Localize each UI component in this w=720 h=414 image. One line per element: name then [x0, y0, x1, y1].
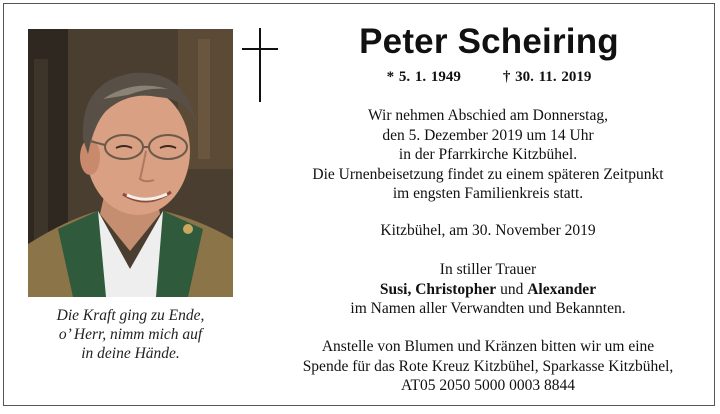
mourner-names-1: Susi, Christopher [379, 280, 497, 298]
deceased-name: Peter Scheiring [359, 22, 619, 61]
donation-iban: AT05 2050 5000 0003 8844 [401, 377, 575, 394]
announcement-line: Die Urnenbeisetzung findet zu einem späteren Zeitpunkt [312, 165, 664, 183]
verse-line: Die Kraft ging zu Ende, [56, 307, 205, 324]
verse-line: in deine Hände. [81, 345, 180, 362]
donation-request [266, 337, 710, 396]
mourner-conjunction: und [496, 280, 528, 298]
funeral-announcement [266, 106, 710, 204]
relatives-line: im Namen aller Verwandten und Bekannten. [350, 300, 626, 317]
verse-line: o’ Herr, nimm mich auf [58, 326, 203, 343]
mourners [266, 260, 710, 319]
announcement-line: in der Pfarrkirche Kitzbühel. [398, 146, 578, 163]
announcement-line: den 5. Dezember 2019 um 14 Uhr [382, 126, 594, 144]
mourning-intro: In stiller Trauer [439, 261, 537, 278]
donation-line: Anstelle von Blumen und Kränzen bitten wir um eine [321, 338, 655, 355]
cross-icon [242, 28, 278, 102]
announcement-line: Wir nehmen Abschied am Donnerstag, [368, 107, 608, 124]
birth-date: * 5. 1. 1949 [386, 69, 461, 85]
verse [28, 306, 233, 363]
donation-line: Spende für das Rote Kreuz Kitzbühel, Sparkasse Kitzbühel, [302, 357, 674, 375]
announcement-line: im engsten Familienkreis statt. [392, 185, 584, 202]
place-date: Kitzbühel, am 30. November 2019 [380, 222, 596, 239]
mourner-names-2: Alexander [527, 280, 597, 298]
obituary-card [3, 3, 715, 406]
portrait-photo [28, 29, 233, 297]
death-date: † 30. 11. 2019 [502, 69, 592, 85]
life-dates [294, 68, 684, 86]
mourner-names [266, 280, 710, 300]
